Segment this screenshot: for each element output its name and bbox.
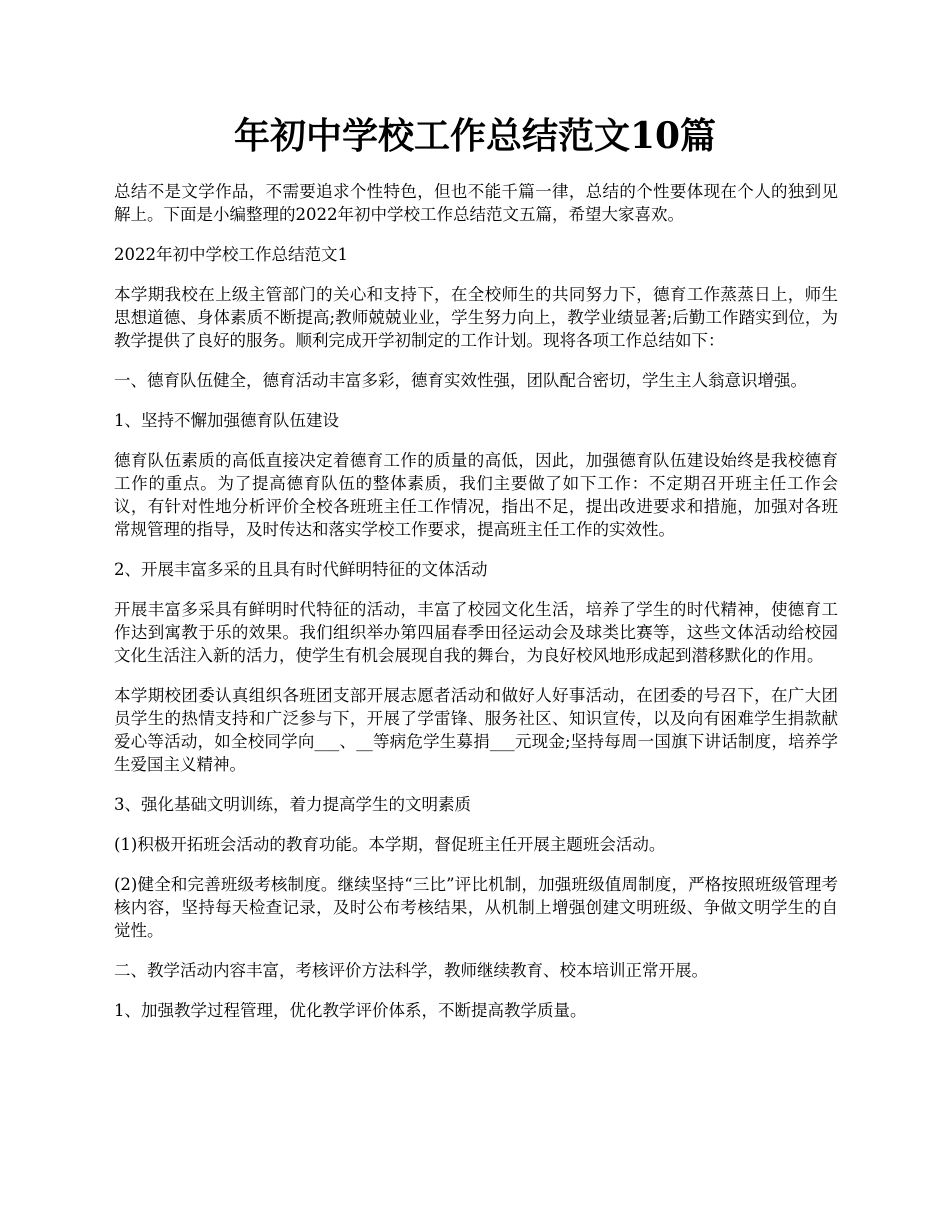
paragraph: 二、教学活动内容丰富，考核评价方法科学，教师继续教育、校本培训正常开展。	[114, 961, 708, 980]
paragraph: 一、德育队伍健全，德育活动丰富多彩，德育实效性强，团队配合密切，学生主人翁意识增强。	[114, 371, 807, 390]
subheading: 2、开展丰富多采的且具有时代鲜明特征的文体活动	[114, 560, 488, 579]
paragraph: 本学期我校在上级主管部门的关心和支持下，在全校师生的共同努力下，德育工作蒸蒸日上，师生思想道德、身体素质不断提高;教师兢兢业业，学生努力向上，教学业绩显著;后勤工作踏实到位，为教学提供了良好的服务。顺利完成开学初制定的工作计划。现将各项工作总结如下：	[114, 285, 838, 350]
paragraph: 本学期校团委认真组织各班团支部开展志愿者活动和做好人好事活动，在团委的号召下，在广大团员学生的热情支持和广泛参与下，开展了学雷锋、服务社区、知识宣传，以及向有困难学生捐款献爱心等活动，如全校同学向___、__等病危学生募捐___元现金;坚持每周一国旗下讲话制度，培养学生爱国主义精神。	[114, 686, 838, 774]
paragraph: (2)健全和完善班级考核制度。继续坚持“三比”评比机制，加强班级值周制度，严格按照班级管理考核内容，坚持每天检查记录，及时公布考核结果，从机制上增强创建文明班级、争做文明学生的自觉性。	[114, 875, 838, 940]
document-title: 年初中学校工作总结范文10篇	[233, 115, 717, 157]
section-heading: 2022年初中学校工作总结范文1	[114, 245, 348, 264]
paragraph: (1)积极开拓班会活动的教育功能。本学期，督促班主任开展主题班会活动。	[114, 835, 666, 854]
subheading: 1、加强教学过程管理，优化教学评价体系，不断提高教学质量。	[114, 1001, 587, 1020]
paragraph: 德育队伍素质的高低直接决定着德育工作的质量的高低，因此，加强德育队伍建设始终是我校德育工作的重点。为了提高德育队伍的整体素质，我们主要做了如下工作：不定期召开班主任工作会议，有针对性地分析评价全校各班班主任工作情况，指出不足，提出改进要求和措施，加强对各班常规管理的指导，及时传达和落实学校工作要求，提高班主任工作的实效性。	[114, 451, 838, 539]
document-body	[114, 180, 838, 1039]
paragraph-intro: 总结不是文学作品，不需要追求个性特色，但也不能千篇一律，总结的个性要体现在个人的独到见解上。下面是小编整理的2022年初中学校工作总结范文五篇，希望大家喜欢。	[114, 182, 838, 224]
paragraph: 开展丰富多采具有鲜明时代特征的活动，丰富了校园文化生活，培养了学生的时代精神，使德育工作达到寓教于乐的效果。我们组织举办第四届春季田径运动会及球类比赛等，这些文体活动给校园文化生活注入新的活力，使学生有机会展现自我的舞台，为良好校风地形成起到潜移默化的作用。	[114, 600, 838, 665]
subheading: 1、坚持不懈加强德育队伍建设	[114, 411, 339, 430]
subheading: 3、强化基础文明训练，着力提高学生的文明素质	[114, 795, 471, 814]
